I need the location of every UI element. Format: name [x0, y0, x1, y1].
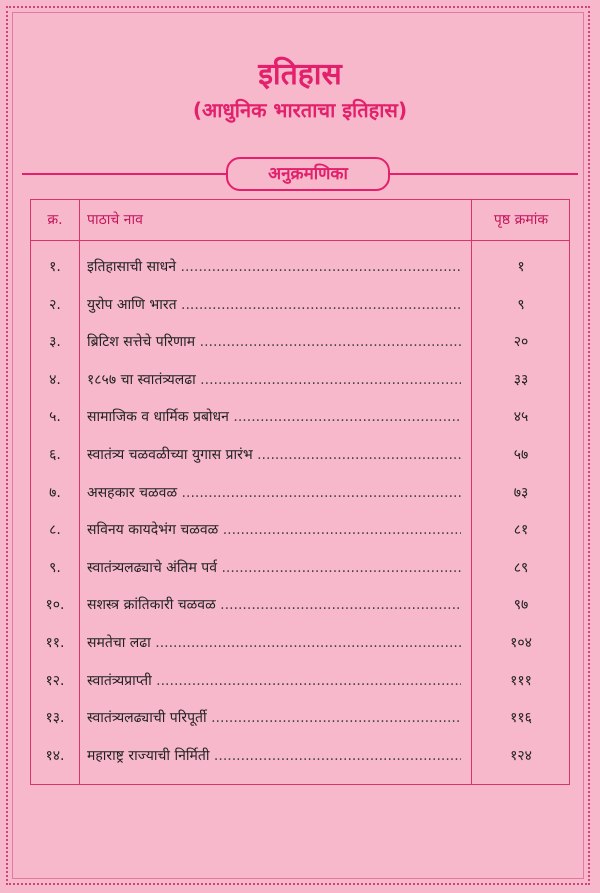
row-title: महाराष्ट्र राज्याची निर्मिती .....: [87, 738, 461, 775]
table-row: [31, 249, 571, 286]
column-header-title: पाठाचे नाव: [87, 212, 143, 228]
column-header-page: पृष्ठ क्रमांक: [493, 212, 549, 228]
row-number: १४.: [45, 747, 65, 764]
page-title: इतिहास: [258, 57, 342, 92]
table-row: [31, 324, 571, 361]
table-row: [31, 399, 571, 436]
row-number: १०.: [45, 597, 65, 614]
row-page-number: १११: [510, 672, 532, 689]
row-page-number: १०४: [510, 635, 532, 651]
row-number: ८.: [49, 522, 61, 539]
table-row: [31, 587, 571, 624]
column-header-number: क्र.: [47, 212, 63, 228]
row-number: ११.: [45, 635, 65, 651]
row-title: स्वातंत्र्यप्राप्ती .....: [87, 663, 461, 700]
row-page-number: ८९: [513, 559, 529, 576]
page-subtitle: (आधुनिक भारताचा इतिहास): [192, 98, 408, 122]
contents-table: [30, 199, 570, 785]
table-row: [31, 738, 571, 775]
row-number: ७.: [49, 484, 61, 501]
row-title: समतेचा लढा .....: [87, 625, 461, 662]
table-row: [31, 625, 571, 662]
row-number: ४.: [49, 371, 61, 388]
table-row: [31, 362, 571, 399]
row-page-number: १२४: [510, 747, 532, 764]
table-row: [31, 550, 571, 587]
row-number: ३.: [49, 334, 61, 351]
row-title: १८५७ चा स्वातंत्र्यलढा .....: [87, 362, 461, 399]
table-row: [31, 475, 571, 512]
row-page-number: १: [517, 259, 525, 275]
section-label: अनुक्रमणिका: [226, 157, 390, 191]
row-title: इतिहासाची साधने .....: [87, 249, 461, 286]
row-page-number: ५७: [513, 447, 529, 463]
row-title: स्वातंत्र्य चळवळीच्या युगास प्रारंभ .....: [87, 437, 461, 474]
table-row: [31, 700, 571, 737]
table-row: [31, 437, 571, 474]
row-number: २.: [49, 296, 61, 313]
row-number: ९.: [49, 559, 61, 576]
row-title: युरोप आणि भारत .....: [87, 287, 461, 324]
row-page-number: ८१: [513, 522, 529, 539]
row-title: सविनय कायदेभंग चळवळ .....: [87, 512, 461, 549]
row-title: सशस्त्र क्रांतिकारी चळवळ .....: [87, 587, 461, 624]
row-number: ६.: [49, 447, 61, 463]
table-row: [31, 287, 571, 324]
row-number: १.: [49, 259, 61, 275]
row-page-number: ११६: [510, 710, 532, 727]
row-title: स्वातंत्र्यलढ्याची परिपूर्ती .....: [87, 700, 461, 737]
row-number: १२.: [45, 672, 65, 689]
header-divider: [31, 240, 569, 241]
row-title: सामाजिक व धार्मिक प्रबोधन .....: [87, 399, 461, 436]
row-title: ब्रिटिश सत्तेचे परिणाम .....: [87, 324, 461, 361]
table-row: [31, 512, 571, 549]
row-page-number: ४५: [513, 409, 529, 426]
row-page-number: २०: [513, 334, 529, 351]
row-number: १३.: [45, 710, 65, 727]
row-page-number: ९: [517, 296, 525, 313]
row-page-number: ३३: [513, 371, 529, 388]
row-title: स्वातंत्र्यलढ्याचे अंतिम पर्व .....: [87, 550, 461, 587]
table-row: [31, 663, 571, 700]
row-page-number: ७३: [513, 484, 529, 501]
row-number: ५.: [49, 409, 61, 426]
row-title: असहकार चळवळ .....: [87, 475, 461, 512]
row-page-number: ९७: [513, 597, 529, 614]
